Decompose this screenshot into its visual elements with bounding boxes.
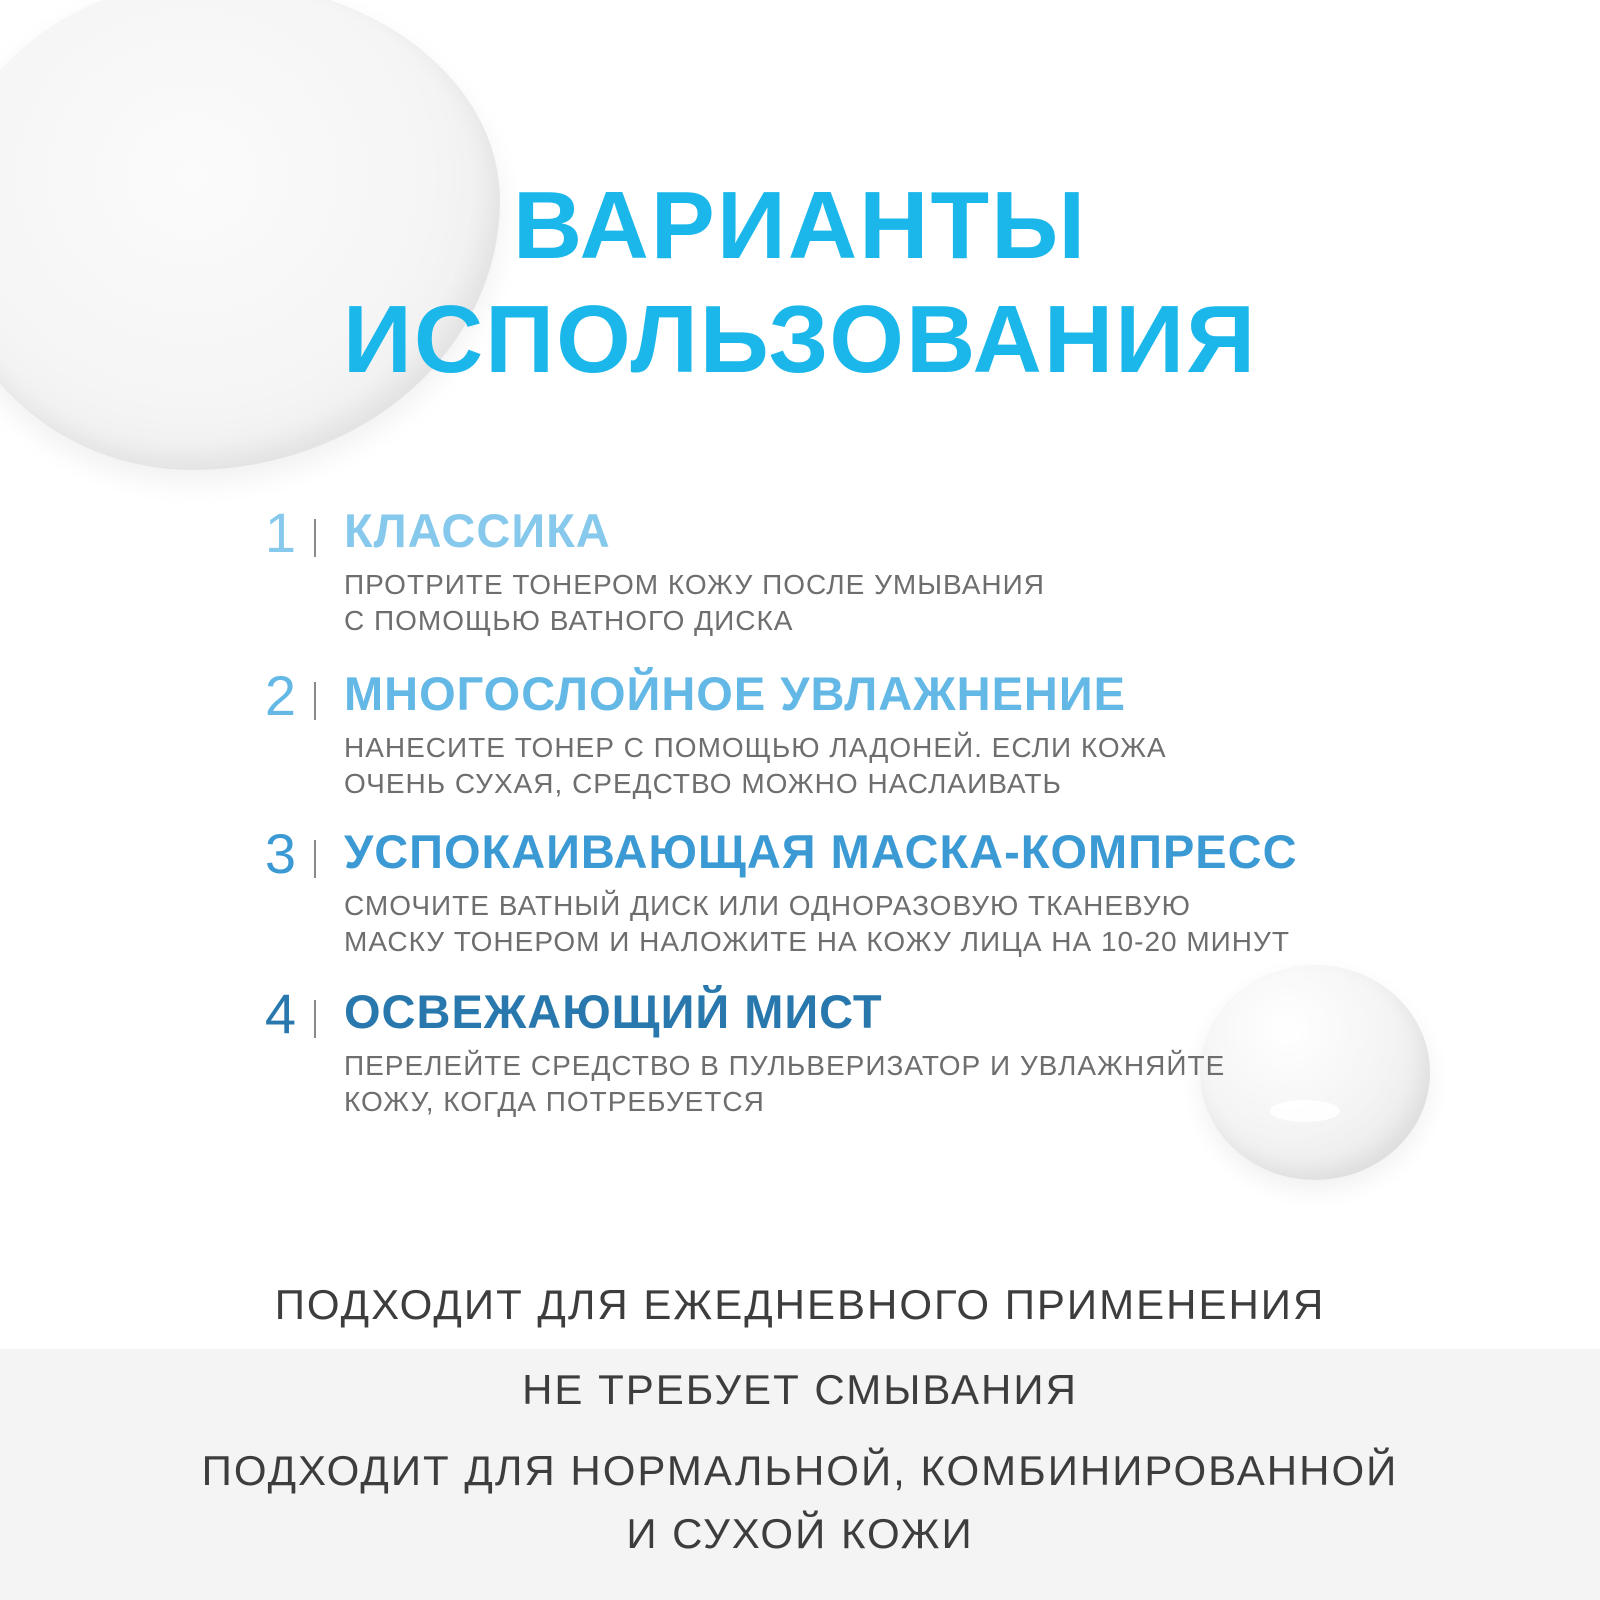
step-heading: УСПОКАИВАЮЩАЯ МАСКА-КОМПРЕСС (344, 825, 1298, 878)
step-description (344, 567, 1045, 639)
step-description (344, 730, 1167, 802)
step-number: 4 (264, 982, 296, 1045)
step-description-line: ПЕРЕЛЕЙТЕ СРЕДСТВО В ПУЛЬВЕРИЗАТОР И УВЛАЖНЯЙТЕ (344, 1050, 1226, 1081)
step-heading: КЛАССИКА (344, 504, 611, 557)
step-divider (314, 519, 316, 557)
title-line-1: ВАРИАНТЫ (512, 172, 1088, 279)
step-divider (314, 1000, 316, 1038)
step-2 (240, 664, 1460, 818)
step-description-line: КОЖУ, КОГДА ПОТРЕБУЕТСЯ (344, 1086, 765, 1117)
daily-use-note: ПОДХОДИТ ДЛЯ ЕЖЕДНЕВНОГО ПРИМЕНЕНИЯ (274, 1281, 1326, 1328)
step-divider (314, 840, 316, 878)
step-divider (314, 682, 316, 720)
step-heading: ОСВЕЖАЮЩИЙ МИСТ (344, 985, 883, 1038)
step-description (344, 888, 1290, 960)
step-description-line: С ПОМОЩЬЮ ВАТНОГО ДИСКА (344, 605, 794, 636)
step-1 (240, 501, 1460, 655)
step-number: 3 (264, 822, 296, 885)
step-heading: МНОГОСЛОЙНОЕ УВЛАЖНЕНИЕ (344, 667, 1126, 720)
step-description-line: НАНЕСИТЕ ТОНЕР С ПОМОЩЬЮ ЛАДОНЕЙ. ЕСЛИ КОЖА (344, 732, 1167, 763)
step-4 (240, 982, 1460, 1136)
skin-type-note-line-1: ПОДХОДИТ ДЛЯ НОРМАЛЬНОЙ, КОМБИНИРОВАННОЙ (201, 1447, 1399, 1494)
step-description-line: СМОЧИТЕ ВАТНЫЙ ДИСК ИЛИ ОДНОРАЗОВУЮ ТКАНЕВУЮ (344, 890, 1191, 921)
skin-type-note-line-2: И СУХОЙ КОЖИ (626, 1510, 974, 1557)
step-number: 2 (264, 664, 296, 727)
step-3 (240, 822, 1460, 976)
step-description-line: ПРОТРИТЕ ТОНЕРОМ КОЖУ ПОСЛЕ УМЫВАНИЯ (344, 569, 1045, 600)
step-description (344, 1048, 1225, 1120)
title-line-2: ИСПОЛЬЗОВАНИЯ (342, 286, 1258, 393)
step-description-line: ОЧЕНЬ СУХАЯ, СРЕДСТВО МОЖНО НАСЛАИВАТЬ (344, 768, 1062, 799)
step-description-line: МАСКУ ТОНЕРОМ И НАЛОЖИТЕ НА КОЖУ ЛИЦА НА 10-20 МИНУТ (344, 926, 1290, 957)
no-rinse-note: НЕ ТРЕБУЕТ СМЫВАНИЯ (522, 1366, 1078, 1413)
step-number: 1 (264, 501, 296, 564)
